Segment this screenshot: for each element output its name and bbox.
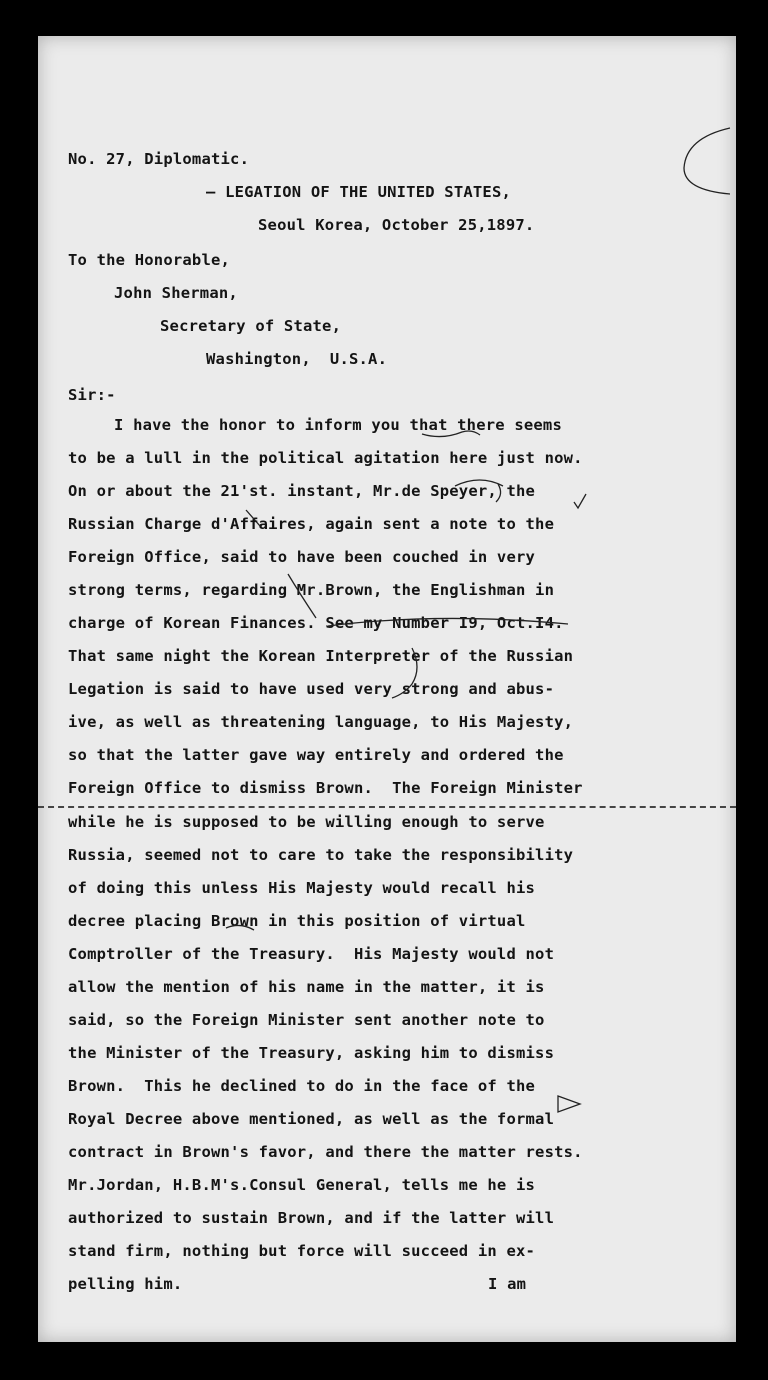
body-line: Foreign Office, said to have been couched in very xyxy=(68,548,536,566)
letterhead: – LEGATION OF THE UNITED STATES, xyxy=(206,183,512,201)
strike-mark xyxy=(328,618,568,626)
dispatch-number: No. 27, Diplomatic. xyxy=(68,150,250,168)
body-line: Russia, seemed not to care to take the responsibility xyxy=(68,846,574,864)
curve-mark xyxy=(288,574,316,618)
body-line: to be a lull in the political agitation here just now. xyxy=(68,449,583,467)
slash-mark xyxy=(246,510,260,526)
body-line: so that the latter gave way entirely and ordered the xyxy=(68,746,564,764)
addressee-line: To the Honorable, xyxy=(68,251,231,269)
body-line: stand firm, nothing but force will succeed in ex- xyxy=(68,1242,536,1260)
bracket-mark xyxy=(496,484,501,502)
loop-mark xyxy=(392,648,417,698)
place-date: Seoul Korea, October 25,1897. xyxy=(258,216,535,234)
body-line: Brown. This he declined to do in the face of the xyxy=(68,1077,536,1095)
closing: I am xyxy=(488,1275,527,1293)
arrow-mark xyxy=(558,1096,580,1112)
arc-mark xyxy=(455,480,503,486)
body-line: I have the honor to inform you that there seems xyxy=(114,416,562,434)
addressee-line: Secretary of State, xyxy=(160,317,342,335)
body-line: allow the mention of his name in the matter, it is xyxy=(68,978,545,996)
addressee-line: Washington, U.S.A. xyxy=(206,350,388,368)
addressee-line: John Sherman, xyxy=(114,284,238,302)
body-line: said, so the Foreign Minister sent another note to xyxy=(68,1011,545,1029)
under-squiggle xyxy=(226,925,254,930)
body-line: That same night the Korean Interpreter of the Russian xyxy=(68,647,574,665)
body-line: Russian Charge d'Affaires, again sent a note to the xyxy=(68,515,555,533)
body-line: the Minister of the Treasury, asking him to dismiss xyxy=(68,1044,555,1062)
body-line: On or about the 21'st. instant, Mr.de Speyer, the xyxy=(68,482,536,500)
body-line: of doing this unless His Majesty would recall his xyxy=(68,879,536,897)
underline-squiggle xyxy=(422,431,480,437)
body-line: ive, as well as threatening language, to His Majesty, xyxy=(68,713,574,731)
margin-curve xyxy=(684,128,730,194)
document-page xyxy=(38,36,736,1342)
body-line: authorized to sustain Brown, and if the latter will xyxy=(68,1209,555,1227)
body-line: decree placing Brown in this position of virtual xyxy=(68,912,526,930)
body-line: Mr.Jordan, H.B.M's.Consul General, tells me he is xyxy=(68,1176,536,1194)
body-line: strong terms, regarding Mr.Brown, the Englishman in xyxy=(68,581,555,599)
body-line: charge of Korean Finances. See my Number I9, Oct.I4. xyxy=(68,614,564,632)
pencil-annotations xyxy=(38,36,736,1342)
body-line: Foreign Office to dismiss Brown. The Foreign Minister xyxy=(68,779,583,797)
body-line: contract in Brown's favor, and there the matter rests. xyxy=(68,1143,583,1161)
check-mark xyxy=(574,494,586,508)
body-line: while he is supposed to be willing enough to serve xyxy=(68,813,545,831)
body-line: Legation is said to have used very strong and abus- xyxy=(68,680,555,698)
body-line: Comptroller of the Treasury. His Majesty would not xyxy=(68,945,555,963)
body-line: Royal Decree above mentioned, as well as the formal xyxy=(68,1110,555,1128)
body-line: pelling him. xyxy=(68,1275,183,1293)
salutation: Sir:- xyxy=(68,386,116,404)
